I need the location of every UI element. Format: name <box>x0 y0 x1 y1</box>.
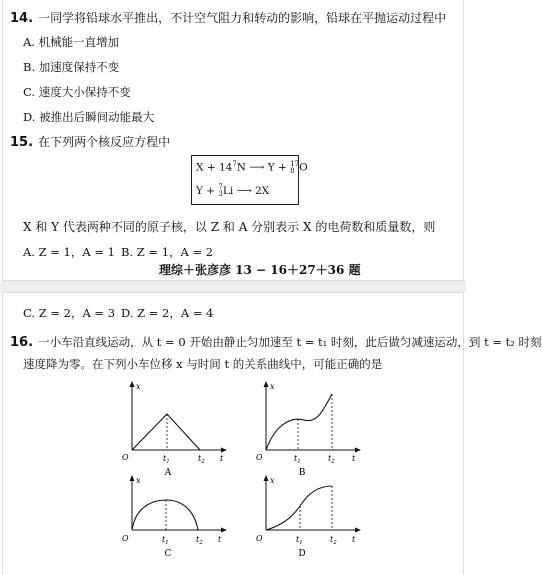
graph-a-t1: $t_1$ <box>163 454 170 465</box>
graph-b-t-arrow <box>355 448 361 453</box>
question-card-top <box>2 0 464 281</box>
q14-option-c[interactable]: C. 速度大小保持不变 <box>23 85 131 99</box>
graph-d-y-arrow <box>264 475 269 481</box>
q14-option-b[interactable]: B. 加速度保持不变 <box>23 60 120 74</box>
graph-a-y-arrow <box>130 381 135 387</box>
q15-option-c[interactable]: C. Z = 2，A = 3 <box>23 306 116 320</box>
q15-option-b[interactable]: B. Z = 1，A = 2 <box>121 245 214 259</box>
graph-b-t1: $t_1$ <box>294 454 301 465</box>
graph-d-t1: $t_1$ <box>296 535 303 546</box>
graph-d-origin: O <box>256 534 263 543</box>
graph-b-t2: $t_2$ <box>328 454 335 465</box>
graph-a-letter: A <box>164 468 172 478</box>
q16-number: 16. <box>10 335 34 350</box>
graph-c-y-arrow <box>130 475 135 481</box>
q14-option-d[interactable]: D. 被推出后瞬间动能最大 <box>23 110 155 124</box>
q15-option-a[interactable]: A. Z = 1，A = 1 <box>23 245 115 259</box>
graph-a-origin: O <box>122 453 129 462</box>
reaction-equation-1: $X + 14^7N$ ⟶ Y + 17 8 O <box>196 159 308 175</box>
graph-c[interactable] <box>118 474 228 574</box>
graph-d-curve <box>266 486 332 530</box>
graph-c-t-label: t <box>218 535 222 544</box>
source-tag: 理综＋张彦彦 13 − 16＋27＋36 题 <box>159 263 361 277</box>
q14-stem: 一同学将铅球水平推出，不计空气阻力和转动的影响，铅球在平抛运动过程中 <box>38 11 447 25</box>
graph-d-t-label: t <box>352 535 356 544</box>
graph-b-t-label: t <box>352 454 356 463</box>
graph-b-origin: O <box>256 453 263 462</box>
graph-b-y-arrow <box>264 381 269 387</box>
graph-b[interactable] <box>252 380 362 480</box>
graph-b-letter: B <box>298 468 306 478</box>
graph-c-t1: $t_1$ <box>162 535 169 546</box>
graph-a-t-label: t <box>220 454 224 463</box>
graph-c-curve <box>132 500 198 530</box>
graph-c-letter: C <box>164 549 172 559</box>
q15-stem-line <box>10 131 170 150</box>
q14-stem-line <box>10 7 446 26</box>
graph-d-x-label: x <box>270 476 275 485</box>
q16-stem-line-1 <box>10 331 542 350</box>
graph-a[interactable] <box>118 380 228 480</box>
graph-c-x-label: x <box>136 476 141 485</box>
graph-c-t2: $t_2$ <box>196 535 203 546</box>
q16-stem-1: 一小车沿直线运动，从 t = 0 开始由静止匀加速至 t = t₁ 时刻，此后做匀减速运动，到 t = t₂ 时刻 <box>38 335 542 349</box>
graph-a-curve <box>132 414 200 450</box>
graph-a-t2: $t_2$ <box>198 454 205 465</box>
graph-c-t-arrow <box>221 528 227 533</box>
graph-a-x-label: x <box>136 382 141 391</box>
q15-option-d[interactable]: D. Z = 2，A = 4 <box>121 306 214 320</box>
q15-explanation: X 和 Y 代表两种不同的原子核，以 Z 和 A 分别表示 X 的电荷数和质量数，则 <box>23 220 436 234</box>
q15-number: 15. <box>10 135 34 150</box>
graph-c-origin: O <box>122 534 129 543</box>
q16-stem-2: 速度降为零。在下列小车位移 x 与时间 t 的关系曲线中，可能正确的是 <box>23 357 383 371</box>
q15-stem: 在下列两个核反应方程中 <box>38 135 171 149</box>
question-card-bottom <box>2 292 542 575</box>
page-gap <box>0 281 466 292</box>
graph-d-t-arrow <box>355 528 361 533</box>
graph-a-t-arrow <box>221 448 227 453</box>
graph-b-curve <box>266 394 332 450</box>
graph-b-x-label: x <box>270 382 275 391</box>
q14-number: 14. <box>10 11 34 26</box>
graph-d[interactable] <box>252 474 362 574</box>
q14-option-a[interactable]: A. 机械能一直增加 <box>23 35 120 49</box>
reaction-equation-2: Y + 7 3 Li ⟶ 2X <box>196 183 270 198</box>
graph-d-letter: D <box>298 549 306 559</box>
graph-d-t2: $t_2$ <box>330 535 337 546</box>
reaction-equations-box <box>191 155 308 205</box>
